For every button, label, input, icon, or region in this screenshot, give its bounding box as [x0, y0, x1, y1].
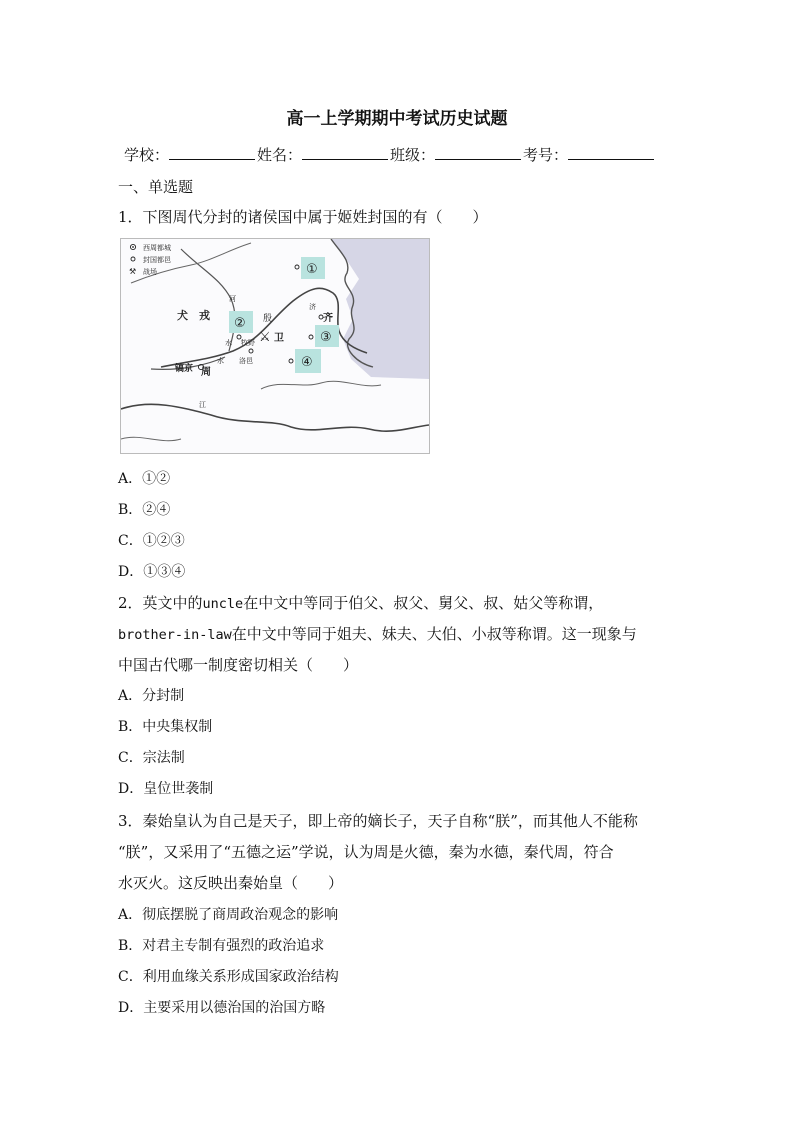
q2-option-c[interactable]: C．宗法制	[118, 750, 185, 766]
q3-option-b[interactable]: B．对君主专制有强烈的政治追求	[118, 938, 325, 954]
fief-capital-legend-icon	[131, 257, 135, 261]
marker-4: ④	[301, 355, 313, 370]
label-muye: 牧野	[241, 339, 255, 347]
q2-line-1	[118, 592, 603, 613]
q2-line-2-end: 在中文中等同于姐夫、妹夫、大伯、小叔等称谓。这一现象与	[231, 625, 637, 643]
legend-battlefield: 战场	[143, 268, 157, 276]
label-quanrong: 犬 戎	[177, 309, 210, 322]
battlefield-legend-icon: ⚒	[129, 267, 137, 276]
zhou-fiefdom-map	[120, 238, 430, 454]
legend-fief-capital: 封国都邑	[143, 256, 171, 264]
marker-3: ③	[320, 330, 332, 345]
exam-number-label: 考号：	[523, 146, 569, 164]
label-river-shui-2: 水	[217, 357, 224, 365]
school-label: 学校：	[124, 146, 170, 164]
label-qi: 齐	[323, 313, 333, 324]
q2-term-brother-in-law: brother-in-law	[118, 627, 232, 643]
name-label: 姓名：	[257, 146, 303, 164]
label-zhou: 周	[201, 367, 211, 378]
marker-2: ②	[234, 316, 246, 331]
q3-line-3: 水灭火。这反映出秦始皇（ ）	[118, 874, 344, 892]
q1-option-c[interactable]: C．①②③	[118, 533, 185, 549]
student-info-line	[124, 144, 656, 165]
label-river-jiang: 江	[199, 401, 206, 409]
page-title: 高一上学期期中考试历史试题	[286, 109, 508, 129]
class-label: 班级：	[390, 146, 436, 164]
q1-option-b[interactable]: B．②④	[118, 502, 171, 518]
label-river-shui-1: 水	[225, 339, 232, 347]
label-wei: 卫	[274, 333, 284, 344]
q3-option-a[interactable]: A．彻底摆脱了商周政治观念的影响	[118, 907, 339, 923]
q2-line-1-start: 2．英文中的	[118, 594, 203, 612]
q2-line-2	[118, 623, 637, 644]
q3-option-c[interactable]: C．利用血缘关系形成国家政治结构	[118, 969, 339, 985]
battlefield-icon: ⚔	[259, 330, 271, 345]
exam-number-blank[interactable]	[568, 145, 654, 160]
section-heading: 一、单选题	[118, 178, 194, 196]
q2-line-3: 中国古代哪一制度密切相关（ ）	[118, 656, 359, 674]
q1-option-a[interactable]: A．①②	[118, 471, 171, 487]
label-river-he: 河	[229, 295, 236, 303]
q2-option-a[interactable]: A．分封制	[118, 688, 185, 704]
marker-1: ①	[306, 262, 318, 277]
q2-line-1-end: 在中文中等同于伯父、叔父、舅父、叔、姑父等称谓，	[243, 594, 604, 612]
q2-term-uncle: uncle	[202, 596, 244, 612]
school-blank[interactable]	[169, 145, 255, 160]
legend-capital: 西周都城	[143, 244, 171, 252]
label-haojing: 镐京	[175, 364, 194, 374]
label-river-ji: 济	[309, 303, 316, 311]
class-blank[interactable]	[435, 145, 521, 160]
label-luoyi: 洛邑	[239, 357, 253, 365]
q3-option-d[interactable]: D．主要采用以德治国的治国方略	[118, 1000, 326, 1016]
q3-line-1: 3．秦始皇认为自己是天子，即上帝的嫡长子，天子自称“朕”，而其他人不能称	[118, 812, 638, 830]
label-yin: 殷	[263, 314, 273, 324]
q2-option-d[interactable]: D．皇位世袭制	[118, 781, 214, 797]
q1-option-d[interactable]: D．①③④	[118, 564, 186, 580]
q2-option-b[interactable]: B．中央集权制	[118, 719, 213, 735]
name-blank[interactable]	[302, 145, 388, 160]
q3-line-2: “朕”，又采用了“五德之运”学说，认为周是火德，秦为水德，秦代周，符合	[118, 843, 614, 861]
question-1-stem: 1．下图周代分封的诸侯国中属于姬姓封国的有（ ）	[118, 208, 488, 226]
